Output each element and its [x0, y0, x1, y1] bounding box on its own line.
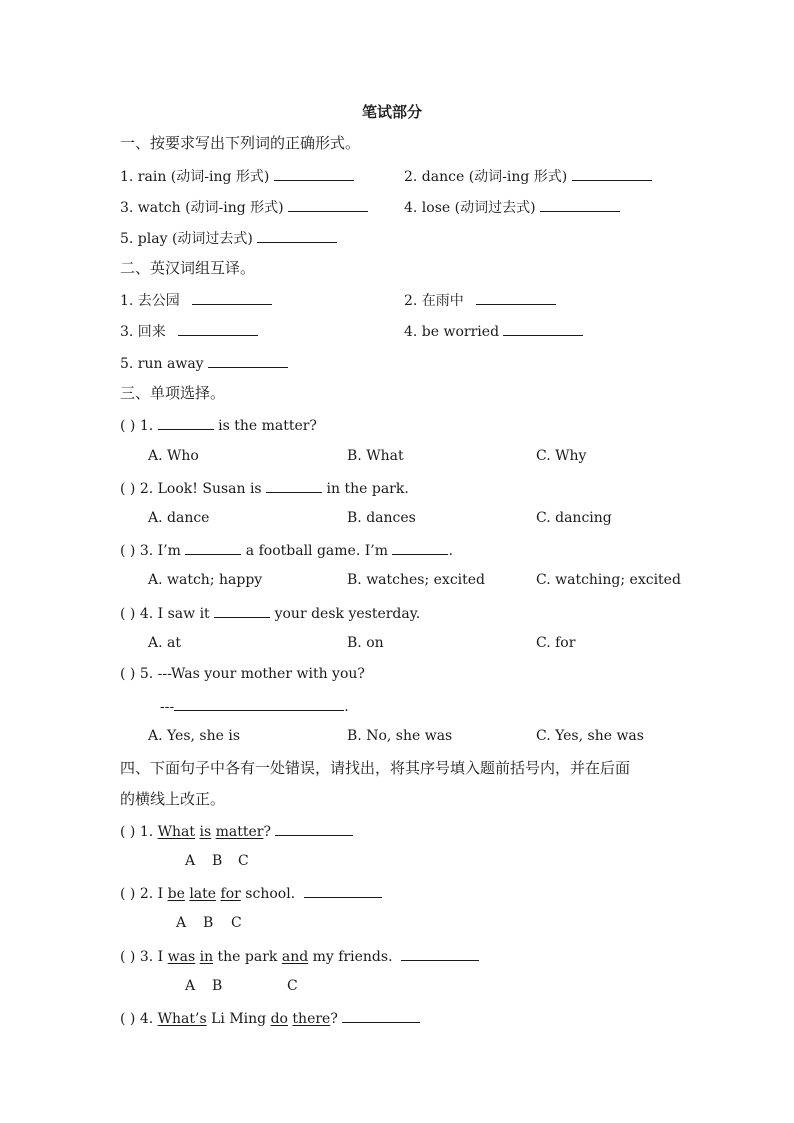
page-title: 笔试部分: [362, 103, 423, 121]
s3-q2-option-c: C. dancing: [536, 510, 612, 526]
answer-blank[interactable]: [158, 415, 214, 430]
s1-item-2: 2. dance (动词-ing 形式): [404, 166, 652, 186]
s4-question-2: ( ) 2. I be late for school.: [120, 883, 382, 903]
s4-question-4: ( ) 4. What’s Li Ming do there?: [120, 1008, 420, 1028]
s3-q4-option-a: A. at: [148, 635, 181, 651]
answer-paren[interactable]: ( ): [120, 949, 136, 965]
s4-question-3: ( ) 3. I was in the park and my friends.: [120, 946, 479, 966]
answer-blank[interactable]: [266, 478, 322, 493]
answer-blank[interactable]: [572, 166, 652, 181]
s2-item-2: 2. 在雨中: [404, 290, 556, 310]
s4-question-1: ( ) 1. What is matter?: [120, 821, 353, 841]
s3-q1-option-a: A. Who: [148, 448, 199, 464]
s3-question-3: ( ) 3. I’m a football game. I’m .: [120, 540, 453, 560]
answer-paren[interactable]: ( ): [120, 606, 136, 622]
s3-q1-option-b: B. What: [347, 448, 404, 464]
answer-blank[interactable]: [288, 197, 368, 212]
section-2-heading: 二、英汉词组互译。: [120, 259, 256, 277]
s2-item-5: 5. run away: [120, 353, 288, 373]
answer-paren[interactable]: ( ): [120, 824, 136, 840]
answer-blank[interactable]: [178, 321, 258, 336]
answer-blank[interactable]: [476, 290, 556, 305]
answer-blank[interactable]: [540, 197, 620, 212]
section-3-heading: 三、单项选择。: [120, 384, 226, 402]
answer-blank[interactable]: [503, 321, 583, 336]
s3-q5-option-b: B. No, she was: [347, 728, 453, 744]
answer-blank[interactable]: [192, 290, 272, 305]
answer-blank[interactable]: [185, 540, 241, 555]
s3-q4-option-b: B. on: [347, 635, 384, 651]
answer-blank[interactable]: [214, 603, 270, 618]
answer-blank[interactable]: [275, 821, 353, 836]
s3-q2-option-b: B. dances: [347, 510, 416, 526]
s3-q5-answer-line: --- .: [160, 696, 349, 716]
s3-q3-option-b: B. watches; excited: [347, 572, 486, 588]
answer-blank[interactable]: [257, 228, 337, 243]
s3-question-2: ( ) 2. Look! Susan is in the park.: [120, 478, 409, 498]
answer-blank[interactable]: [401, 946, 479, 961]
answer-paren[interactable]: ( ): [120, 666, 136, 682]
answer-blank[interactable]: [392, 540, 448, 555]
answer-blank[interactable]: [304, 883, 382, 898]
s3-q5-option-a: A. Yes, she is: [148, 728, 241, 744]
section-4-heading: 四、下面句子中各有一处错误，请找出，将其序号填入题前括号内，并在后面: [120, 759, 631, 777]
s1-item-4: 4. lose (动词过去式): [404, 197, 620, 217]
s3-q1-option-c: C. Why: [536, 448, 587, 464]
s3-q3-option-a: A. watch; happy: [148, 572, 263, 588]
s3-q3-option-c: C. watching; excited: [536, 572, 681, 588]
answer-paren[interactable]: ( ): [120, 481, 136, 497]
answer-blank[interactable]: [208, 353, 288, 368]
answer-paren[interactable]: ( ): [120, 1011, 136, 1027]
answer-paren[interactable]: ( ): [120, 418, 136, 434]
s2-item-1: 1. 去公园: [120, 290, 272, 310]
answer-blank[interactable]: [342, 1008, 420, 1023]
s3-question-1: ( ) 1. is the matter?: [120, 415, 317, 435]
answer-blank[interactable]: [174, 696, 344, 711]
s1-item-1: 1. rain (动词-ing 形式): [120, 166, 354, 186]
s3-q4-option-c: C. for: [536, 635, 576, 651]
worksheet-page: 笔试部分 一、按要求写出下列词的正确形式。 1. rain (动词-ing 形式) 2. dance (动词-ing 形式) 3. watch (动词-ing 形式) 4. lose (动词过去式) 5. play (动词过去式) 二、英汉词组互译。 1. 去公园 2. 在雨中 3. 回来 4. be worried 5. run away 三、单项选择。 ( ) 1. is the matter? A. Who B. What C. Why ( ) 2. Look! Susan is in the park. A. dance B. dances C. dancing ( ) 3. I’m a football game. I’m . A. watch; happy B. watches; excited C. watching; excited ( ) 4. I saw it your desk yesterday. A. at B. on C. for ( ) 5. ---Was your mother with you? --- . A. Yes, she is B. No, she was C. Yes, she was 四、下面句子中各有一处错误，请找出，将其序号填入题前括号内，并在后面 的横线上改正。 ( ) 1. What is matter? A B C ( ) 2. I be late for school. A B C ( ) 3. I was in the park and my friends. A B C ( ) 4. What’s Li Ming do there?: [120, 103, 681, 1027]
answer-paren[interactable]: ( ): [120, 886, 136, 902]
s3-question-5: ( ) 5. ---Was your mother with you?: [120, 666, 365, 682]
answer-blank[interactable]: [274, 166, 354, 181]
s3-q5-option-c: C. Yes, she was: [536, 728, 644, 744]
s1-item-3: 3. watch (动词-ing 形式): [120, 197, 368, 217]
s2-item-4: 4. be worried: [404, 321, 583, 341]
s3-question-4: ( ) 4. I saw it your desk yesterday.: [120, 603, 420, 623]
answer-paren[interactable]: ( ): [120, 543, 136, 559]
s1-item-5: 5. play (动词过去式): [120, 228, 337, 248]
s3-q2-option-a: A. dance: [148, 510, 210, 526]
section-4-heading-cont: 的横线上改正。: [120, 790, 226, 808]
section-1-heading: 一、按要求写出下列词的正确形式。: [120, 134, 361, 152]
s2-item-3: 3. 回来: [120, 321, 258, 341]
